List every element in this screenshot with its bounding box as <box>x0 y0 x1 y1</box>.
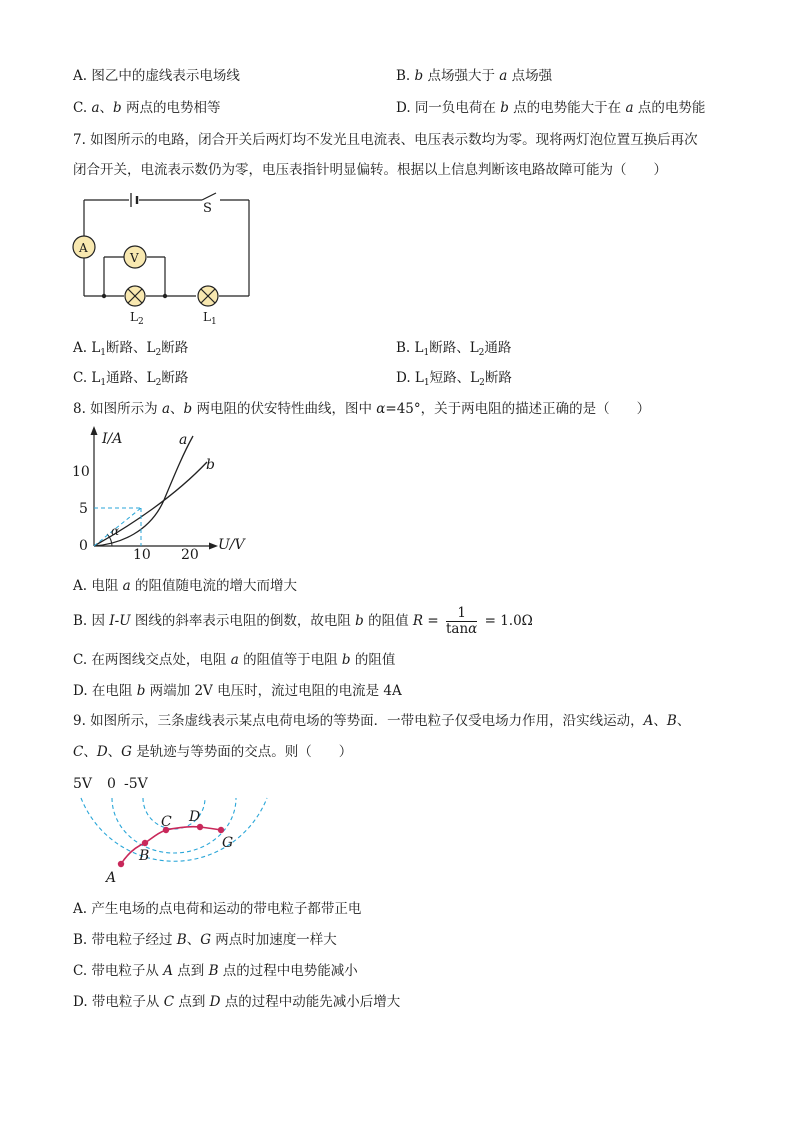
q8-x-tick-10: 10 <box>133 547 151 563</box>
q8-option-b: B. 因 I-U 图线的斜率表示电阻的倒数，故电阻 b 的阻值 R = $\frac{1}{\tan\alpha}$ = 1.0Ω <box>73 605 533 637</box>
q8-y-tick-5: 5 <box>79 501 88 517</box>
q9-label-5v: 5V <box>73 776 93 792</box>
q9-option-c: C. 带电粒子从 A 点到 B 点的过程中电势能减小 <box>73 963 358 979</box>
point-g <box>218 827 224 833</box>
q8-x-tick-20: 20 <box>181 547 199 563</box>
q8-y-axis-label: I/A <box>102 431 123 447</box>
q9-point-c-label: C <box>161 814 172 830</box>
q6-option-c: C. a、b 两点的电势相等 <box>73 100 221 116</box>
q6-option-b: B. b 点场强大于 a 点场强 <box>396 68 553 84</box>
q9-option-b: B. 带电粒子经过 B、G 两点时加速度一样大 <box>73 932 337 948</box>
q9-stem-line2: C、D、G 是轨迹与等势面的交点。则（ ） <box>73 744 353 760</box>
lamp-l1-label: $L_1$ <box>203 310 217 327</box>
q9-option-a: A. 产生电场的点电荷和运动的带电粒子都带正电 <box>73 901 362 917</box>
q8-option-d: D. 在电阻 b 两端加 2V 电压时，流过电阻的电流是 4A <box>73 683 402 699</box>
q8-origin-0: 0 <box>79 538 88 554</box>
q7-option-d: D. $L_1$短路、$L_2$断路 <box>396 370 512 388</box>
q8-angle-label: α <box>111 524 120 538</box>
q9-point-d-label: D <box>189 809 201 825</box>
q8-curve-a-label: a <box>179 432 188 448</box>
ammeter-label: A <box>79 241 88 255</box>
q9-label-0v: 0 <box>107 776 116 792</box>
q7-option-b: B. $L_1$断路、$L_2$通路 <box>396 340 512 358</box>
point-a <box>118 861 124 867</box>
q7-stem-line2: 闭合开关，电流表示数仍为零，电压表指针明显偏转。根据以上信息判断该电路故障可能为（ ） <box>73 162 667 178</box>
point-b <box>142 840 148 846</box>
q9-option-d: D. 带电粒子从 C 点到 D 点的过程中动能先减小后增大 <box>73 994 401 1010</box>
q8-curve-b-label: b <box>206 457 215 473</box>
q6-option-a: A. 图乙中的虚线表示电场线 <box>73 68 240 84</box>
q8-option-c: C. 在两图线交点处，电阻 a 的阻值等于电阻 b 的阻值 <box>73 652 396 668</box>
q7-stem-line1: 7. 如图所示的电路，闭合开关后两灯均不发光且电流表、电压表示数均为零。现将两灯泡位置互换后再次 <box>73 132 698 148</box>
switch-label: S <box>203 201 212 216</box>
q9-point-g-label: G <box>222 835 234 851</box>
q8-stem: 8. 如图所示为 a、b 两电阻的伏安特性曲线，图中 α=45°，关于两电阻的描述正确的是（ ） <box>73 401 651 417</box>
fraction: $\frac{1}{\tan\alpha}$ <box>446 605 478 637</box>
q9-label-neg5v: -5V <box>124 776 148 792</box>
q9-point-a-label: A <box>106 870 117 886</box>
voltmeter-label: V <box>130 251 139 265</box>
q7-option-c: C. $L_1$通路、$L_2$断路 <box>73 370 189 388</box>
q7-option-a: A. $L_1$断路、$L_2$断路 <box>73 340 189 358</box>
q9-point-b-label: B <box>139 848 150 864</box>
lamp-l2-label: $L_2$ <box>130 310 144 327</box>
q8-y-tick-10: 10 <box>72 464 90 480</box>
q9-stem-line1: 9. 如图所示，三条虚线表示某点电荷电场的等势面．一带电粒子仅受电场力作用，沿实线运动，A、B、 <box>73 713 691 729</box>
trajectory-line <box>121 827 221 864</box>
q8-option-a: A. 电阻 a 的阻值随电流的增大而增大 <box>73 578 297 594</box>
q8-x-axis-label: U/V <box>218 537 245 553</box>
q6-option-d: D. 同一负电荷在 b 点的电势能大于在 a 点的电势能 <box>396 100 706 116</box>
